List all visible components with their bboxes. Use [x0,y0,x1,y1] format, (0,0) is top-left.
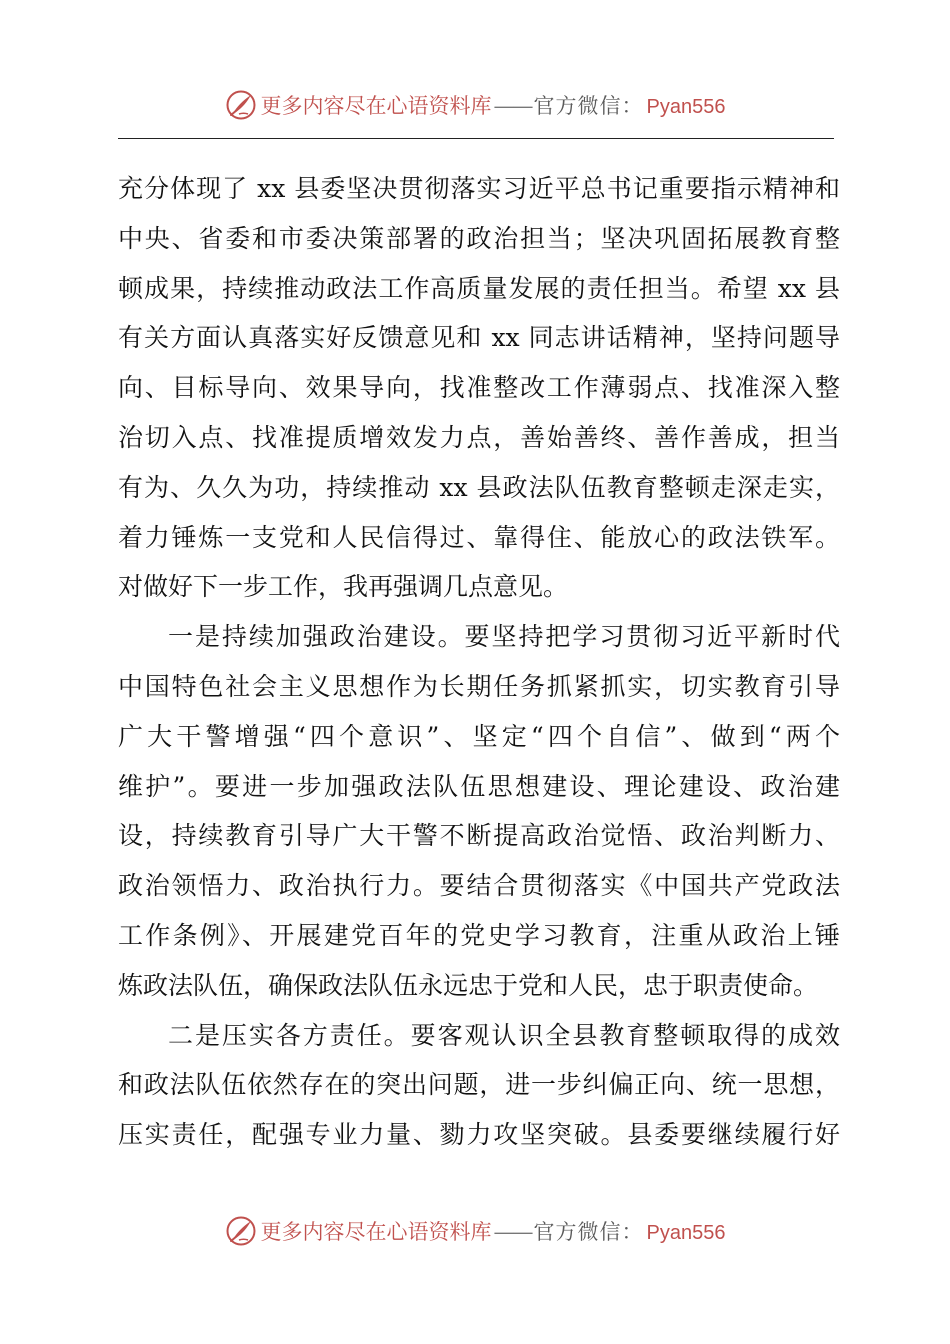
watermark-text [261,90,726,120]
watermark-official-label: 官方微信 [533,1220,622,1244]
watermark-official-label: 官方微信 [533,94,622,118]
text-line: 着力锤炼一支党和人民信得过、靠得住、能放心的政法铁军。 [118,522,840,552]
text-line: 充分体现了 xx 县委坚决贯彻落实习近平总书记重要指示精神和 [118,174,840,203]
text-line: 中央、省委和市委决策部署的政治担当；坚决巩固拓展教育整 [118,223,840,253]
quill-logo-icon [225,1215,257,1247]
watermark-colon: ： [621,1220,643,1244]
text-line: 炼政法队伍，确保政法队伍永远忠于党和人民，忠于职责使命。 [118,970,819,1000]
header-divider [118,138,834,139]
watermark-main-text: 更多内容尽在心语资料库 [260,94,492,118]
quill-logo-icon [225,89,257,121]
watermark-wechat-id: Pyan556 [646,96,726,118]
text-line: 维护”。要进一步加强政法队伍思想建设、理论建设、政治建 [118,771,840,801]
paragraph-heading-line: 二是压实各方责任。要客观认识全县教育整顿取得的成效 [168,1020,840,1050]
text-line: 治切入点、找准提质增效发力点，善始善终、善作善成，担当 [118,422,840,452]
text-line: 对做好下一步工作，我再强调几点意见。 [118,572,569,602]
watermark-main-text: 更多内容尽在心语资料库 [260,1220,492,1244]
text-line: 有关方面认真落实好反馈意见和 xx 同志讲话精神，坚持问题导 [118,323,840,353]
footer-watermark [0,1210,950,1252]
watermark-separator: —— [493,1220,532,1244]
watermark-separator: —— [493,94,532,118]
text-line: 设，持续教育引导广大干警不断提高政治觉悟、政治判断力、 [118,821,840,851]
text-line: 工作条例》、开展建党百年的党史学习教育，注重从政治上锤 [118,920,840,950]
text-line: 政治领悟力、政治执行力。要结合贯彻落实《中国共产党政法 [118,871,840,901]
text-line: 广大干警增强“四个意识”、坚定“四个自信”、做到“两个 [118,721,840,751]
text-line: 有为、久久为功，持续推动 xx 县政法队伍教育整顿走深走实， [118,472,840,502]
watermark-text [261,1216,726,1246]
watermark-colon: ： [621,94,643,118]
text-line: 向、目标导向、效果导向，找准整改工作薄弱点、找准深入整 [118,373,840,403]
text-line: 和政法队伍依然存在的突出问题，进一步纠偏正向、统一思想， [118,1070,840,1100]
text-line: 顿成果，持续推动政法工作高质量发展的责任担当。希望 xx 县 [118,273,840,303]
text-line: 压实责任，配强专业力量、勠力攻坚突破。县委要继续履行好 [118,1120,840,1150]
paragraph-heading-line: 一是持续加强政治建设。要坚持把学习贯彻习近平新时代 [168,622,840,652]
document-body [118,164,840,1160]
header-watermark [0,84,950,126]
watermark-wechat-id: Pyan556 [646,1222,726,1244]
text-line: 中国特色社会主义思想作为长期任务抓紧抓实，切实教育引导 [118,671,840,701]
